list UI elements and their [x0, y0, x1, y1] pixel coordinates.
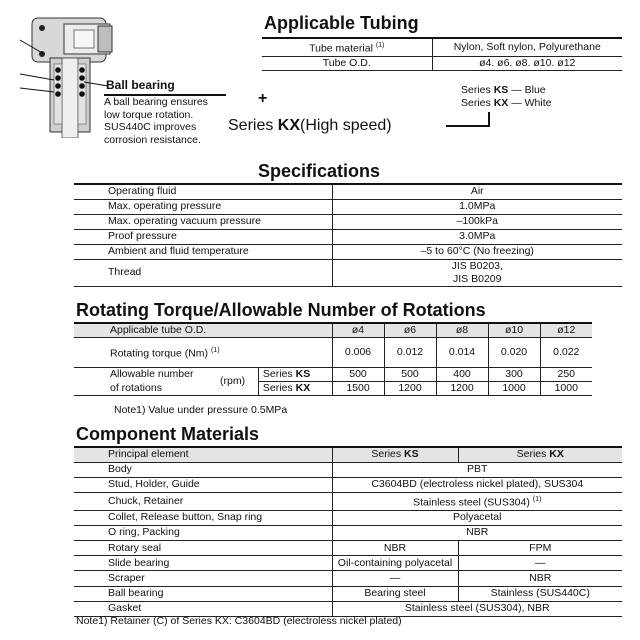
series-code: KS [404, 448, 419, 461]
kx-rotations-value: 1200 [384, 382, 436, 396]
kx-rotations-value: 1000 [540, 382, 592, 396]
specifications-heading: Specifications [258, 161, 381, 181]
table-row [74, 259, 622, 286]
ks-material-value: NBR [332, 540, 458, 555]
callout-line: corrosion resistance. [104, 133, 201, 146]
spec-label: Operating fluid [74, 184, 332, 199]
series-code: KS [493, 84, 509, 96]
table-row [74, 540, 622, 555]
material-value: Stainless steel (SUS304), NBR [332, 601, 622, 616]
ks-rotations-value: 300 [488, 368, 540, 382]
torque-value: 0.012 [384, 338, 436, 368]
table-row [74, 214, 622, 229]
table-row [262, 38, 622, 56]
note-rest: — White [508, 97, 552, 109]
size-header: ø4 [332, 323, 384, 338]
applicable-tubing-heading: Applicable Tubing [264, 13, 419, 33]
table-row [74, 493, 622, 511]
material-label: Stud, Holder, Guide [74, 477, 332, 492]
ks-material-value: — [332, 571, 458, 586]
bracket-line [446, 125, 490, 127]
spec-value: 1.0MPa [332, 199, 622, 214]
value-text: Stainless steel (SUS304) [413, 496, 530, 509]
material-label: Chuck, Retainer [74, 493, 332, 511]
materials-footnote: Note1) Retainer (C) of Series KX: C3604BD (electroless nickel plated) [76, 615, 402, 627]
series-prefix: Series [371, 448, 405, 461]
table-row [74, 556, 622, 571]
size-header: ø10 [488, 323, 540, 338]
table-row [74, 338, 592, 368]
material-value [332, 493, 622, 511]
series-prefix: Series [516, 448, 550, 461]
torque-value: 0.022 [540, 338, 592, 368]
series-code: KX [295, 382, 311, 394]
size-header: ø12 [540, 323, 592, 338]
size-header: ø6 [384, 323, 436, 338]
torque-value: 0.006 [332, 338, 384, 368]
table-row [74, 184, 622, 199]
table-row [74, 368, 592, 382]
spec-value: –5 to 60°C (No freezing) [332, 244, 622, 259]
label-text: Tube material [309, 42, 373, 55]
thread-value-line: JIS B0209 [453, 272, 502, 285]
fitting-cross-section-illustration [4, 14, 116, 138]
ks-rotations-value: 250 [540, 368, 592, 382]
spec-value: 3.0MPa [332, 229, 622, 244]
series-kx-label [258, 382, 332, 396]
component-materials-table [74, 446, 622, 617]
table-row [74, 244, 622, 259]
spec-value: –100kPa [332, 214, 622, 229]
ks-material-value: Oil-containing polyacetal [332, 556, 458, 571]
material-value: NBR [332, 525, 622, 540]
ball-bearing-callout [104, 78, 226, 146]
kx-material-value: — [458, 556, 622, 571]
callout-line: SUS440C improves [104, 121, 197, 134]
label-text: Rotating torque (Nm) [110, 347, 209, 360]
series-prefix: Series [262, 368, 296, 380]
spec-value [332, 259, 622, 286]
note-ref: (1) [210, 347, 220, 355]
table-header-row [74, 447, 622, 462]
table-row [262, 56, 622, 70]
material-label: O ring, Packing [74, 525, 332, 540]
ks-rotations-value: 400 [436, 368, 488, 382]
callout-line: A ball bearing ensures [104, 96, 208, 108]
applicable-tubing-table [262, 37, 622, 71]
material-label: Collet, Release button, Snap ring [74, 510, 332, 525]
plus-sign: + [258, 90, 268, 107]
bracket-line [488, 112, 490, 126]
material-label: Rotary seal [74, 540, 332, 555]
table-row [74, 462, 622, 477]
tube-material-value: Nylon, Soft nylon, Polyurethane [432, 38, 622, 56]
callout-title: Ball bearing [104, 78, 226, 96]
kx-material-value: Stainless (SUS440C) [458, 586, 622, 601]
material-label: Scraper [74, 571, 332, 586]
material-label: Gasket [74, 601, 332, 616]
rotating-torque-heading: Rotating Torque/Allowable Number of Rotations [76, 300, 486, 320]
torque-value: 0.014 [436, 338, 488, 368]
rotations-unit: (rpm) [214, 375, 258, 389]
series-ks-label [258, 368, 332, 382]
note-ref: (1) [375, 42, 385, 49]
spec-label: Max. operating pressure [74, 199, 332, 214]
specifications-table [74, 183, 622, 287]
kx-rotations-value: 1200 [436, 382, 488, 396]
table-row [74, 382, 592, 396]
series-code: KX [549, 448, 564, 461]
series-code: KX [277, 117, 301, 134]
component-materials-heading: Component Materials [76, 424, 260, 444]
table-row [74, 477, 622, 492]
spec-label: Max. operating vacuum pressure [74, 214, 332, 229]
rotations-label: of rotations [74, 382, 214, 396]
series-code: KS [295, 368, 311, 380]
tube-od-value: ø4. ø6. ø8. ø10. ø12 [432, 56, 622, 70]
spec-label: Ambient and fluid temperature [74, 244, 332, 259]
spec-label: Thread [74, 259, 332, 286]
material-value: C3604BD (electroless nickel plated), SUS304 [332, 477, 622, 492]
spec-label: Proof pressure [74, 229, 332, 244]
series-prefix: Series [262, 382, 296, 394]
table-row [74, 510, 622, 525]
kx-rotations-value: 1000 [488, 382, 540, 396]
material-label: Slide bearing [74, 556, 332, 571]
series-kx-header [458, 447, 622, 462]
torque-label [74, 338, 332, 368]
kx-material-value: NBR [458, 571, 622, 586]
torque-footnote: Note1) Value under pressure 0.5MPa [114, 404, 288, 416]
table-row [74, 199, 622, 214]
table-row [74, 525, 622, 540]
series-ks-color [461, 84, 551, 97]
note-ref: (1) [532, 496, 542, 504]
callout-line: low torque rotation. [104, 108, 194, 121]
tube-od-label: Tube O.D. [262, 56, 432, 70]
spec-value: Air [332, 184, 622, 199]
series-kx-color [461, 97, 551, 110]
note-prefix: Series [461, 97, 494, 109]
header-label: Applicable tube O.D. [74, 323, 332, 338]
material-label: Ball bearing [74, 586, 332, 601]
table-header-row [74, 323, 592, 338]
size-header: ø8 [436, 323, 488, 338]
material-value: Polyacetal [332, 510, 622, 525]
ks-rotations-value: 500 [332, 368, 384, 382]
material-label: Body [74, 462, 332, 477]
series-color-note [461, 84, 551, 110]
material-value: PBT [332, 462, 622, 477]
header-label: Principal element [74, 447, 332, 462]
series-code: KX [493, 97, 509, 109]
tube-material-label [262, 38, 432, 56]
note-rest: — Blue [508, 84, 546, 96]
torque-value: 0.020 [488, 338, 540, 368]
rotations-label: Allowable number [110, 368, 194, 381]
thread-value-line: JIS B0203, [451, 259, 503, 272]
series-ks-header [332, 447, 458, 462]
note-prefix: Series [461, 84, 494, 96]
title-prefix: Series [228, 117, 278, 134]
ks-rotations-value: 500 [384, 368, 436, 382]
series-kx-title [228, 117, 392, 135]
table-row [74, 571, 622, 586]
kx-material-value: FPM [458, 540, 622, 555]
table-row [74, 586, 622, 601]
kx-rotations-value: 1500 [332, 382, 384, 396]
rotating-torque-table [74, 322, 592, 396]
title-suffix: (High speed) [300, 117, 392, 134]
table-row [74, 229, 622, 244]
ks-material-value: Bearing steel [332, 586, 458, 601]
